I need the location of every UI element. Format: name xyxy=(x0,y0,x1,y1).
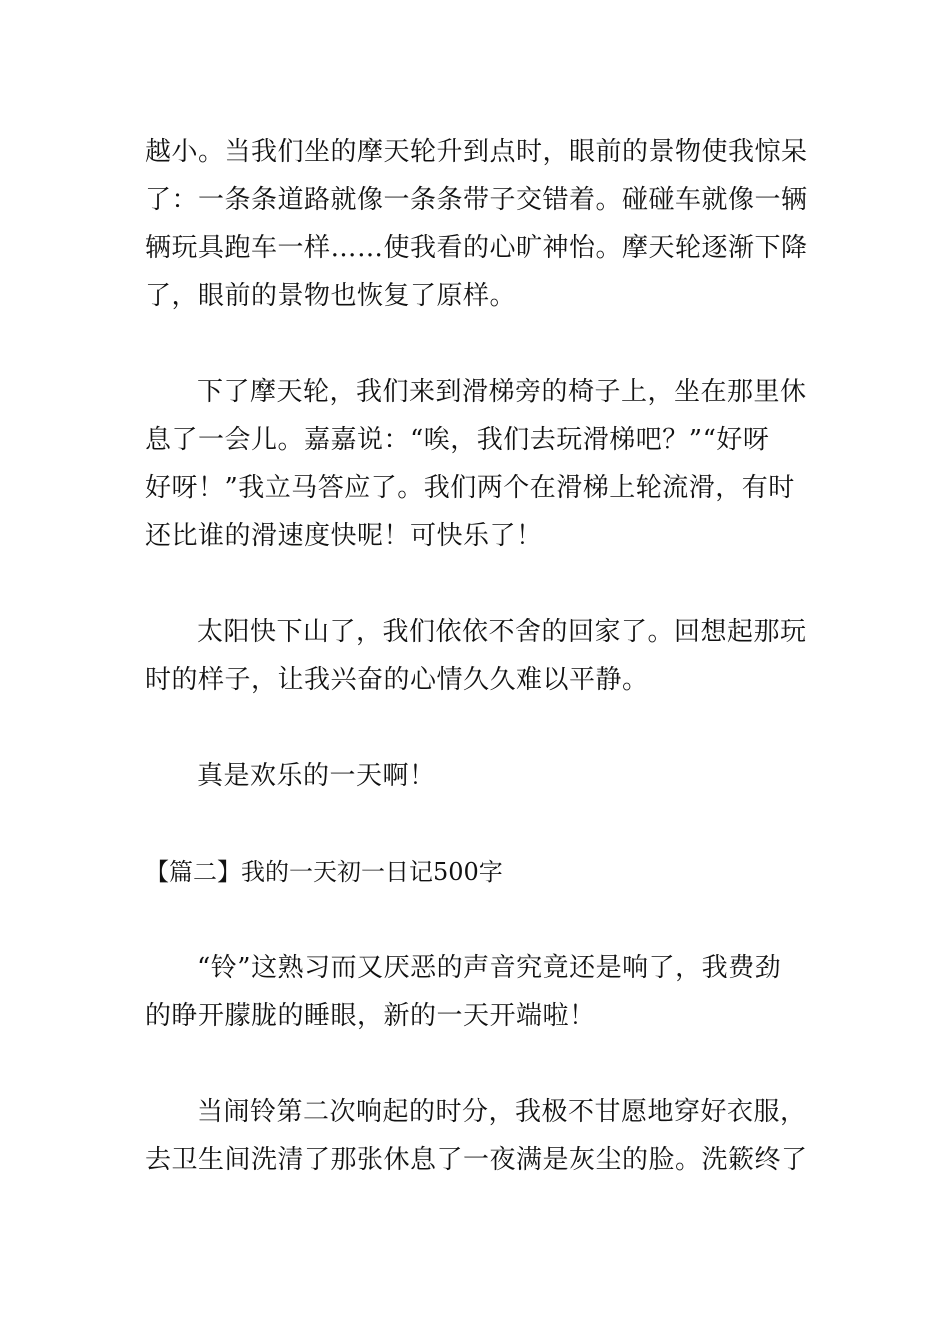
text-line: 好呀！”我立马答应了。我们两个在滑梯上轮流滑，有时 xyxy=(145,473,795,503)
paragraph-happy-day xyxy=(145,752,810,800)
text-line: 下了摩天轮，我们来到滑梯旁的椅子上，坐在那里休 xyxy=(197,377,807,407)
text-line: 了，眼前的景物也恢复了原样。 xyxy=(145,281,517,311)
text-line: 时的样子，让我兴奋的心情久久难以平静。 xyxy=(145,665,649,695)
text-line: 辆玩具跑车一样……使我看的心旷神怡。摩天轮逐渐下降 xyxy=(145,233,808,263)
text-line: 还比谁的滑速度快呢！可快乐了！ xyxy=(145,521,543,551)
paragraph-spacer xyxy=(145,1040,810,1088)
text-line: 息了一会儿。嘉嘉说：“唉，我们去玩滑梯吧？”“好呀 xyxy=(145,425,770,455)
section-heading: 【篇二】我的一天初一日记500字 xyxy=(145,858,503,886)
text-line: “铃”这熟习而又厌恶的声音究竟还是响了，我费劲 xyxy=(197,953,782,983)
paragraph-spacer xyxy=(145,800,810,848)
paragraph-slide xyxy=(145,368,810,560)
paragraph-sunset xyxy=(145,608,810,704)
text-line: 当闹铃第二次响起的时分，我极不甘愿地穿好衣服， xyxy=(197,1097,807,1127)
document-page xyxy=(145,128,810,1184)
paragraph-ferris-wheel xyxy=(145,128,810,320)
paragraph-spacer xyxy=(145,560,810,608)
paragraph-spacer xyxy=(145,704,810,752)
paragraph-spacer xyxy=(145,320,810,368)
paragraph-morning xyxy=(145,1088,810,1184)
text-line: 越小。当我们坐的摩天轮升到点时，眼前的景物使我惊呆 xyxy=(145,137,808,167)
text-line: 的睁开朦胧的睡眼，新的一天开端啦！ xyxy=(145,1001,596,1031)
paragraph-spacer xyxy=(145,896,810,944)
text-line: 了：一条条道路就像一条条带子交错着。碰碰车就像一辆 xyxy=(145,185,808,215)
text-line: 太阳快下山了，我们依依不舍的回家了。回想起那玩 xyxy=(197,617,807,647)
text-line: 真是欢乐的一天啊！ xyxy=(197,761,436,791)
paragraph-alarm xyxy=(145,944,810,1040)
text-line: 去卫生间洗清了那张休息了一夜满是灰尘的脸。洗簌终了 xyxy=(145,1145,808,1175)
